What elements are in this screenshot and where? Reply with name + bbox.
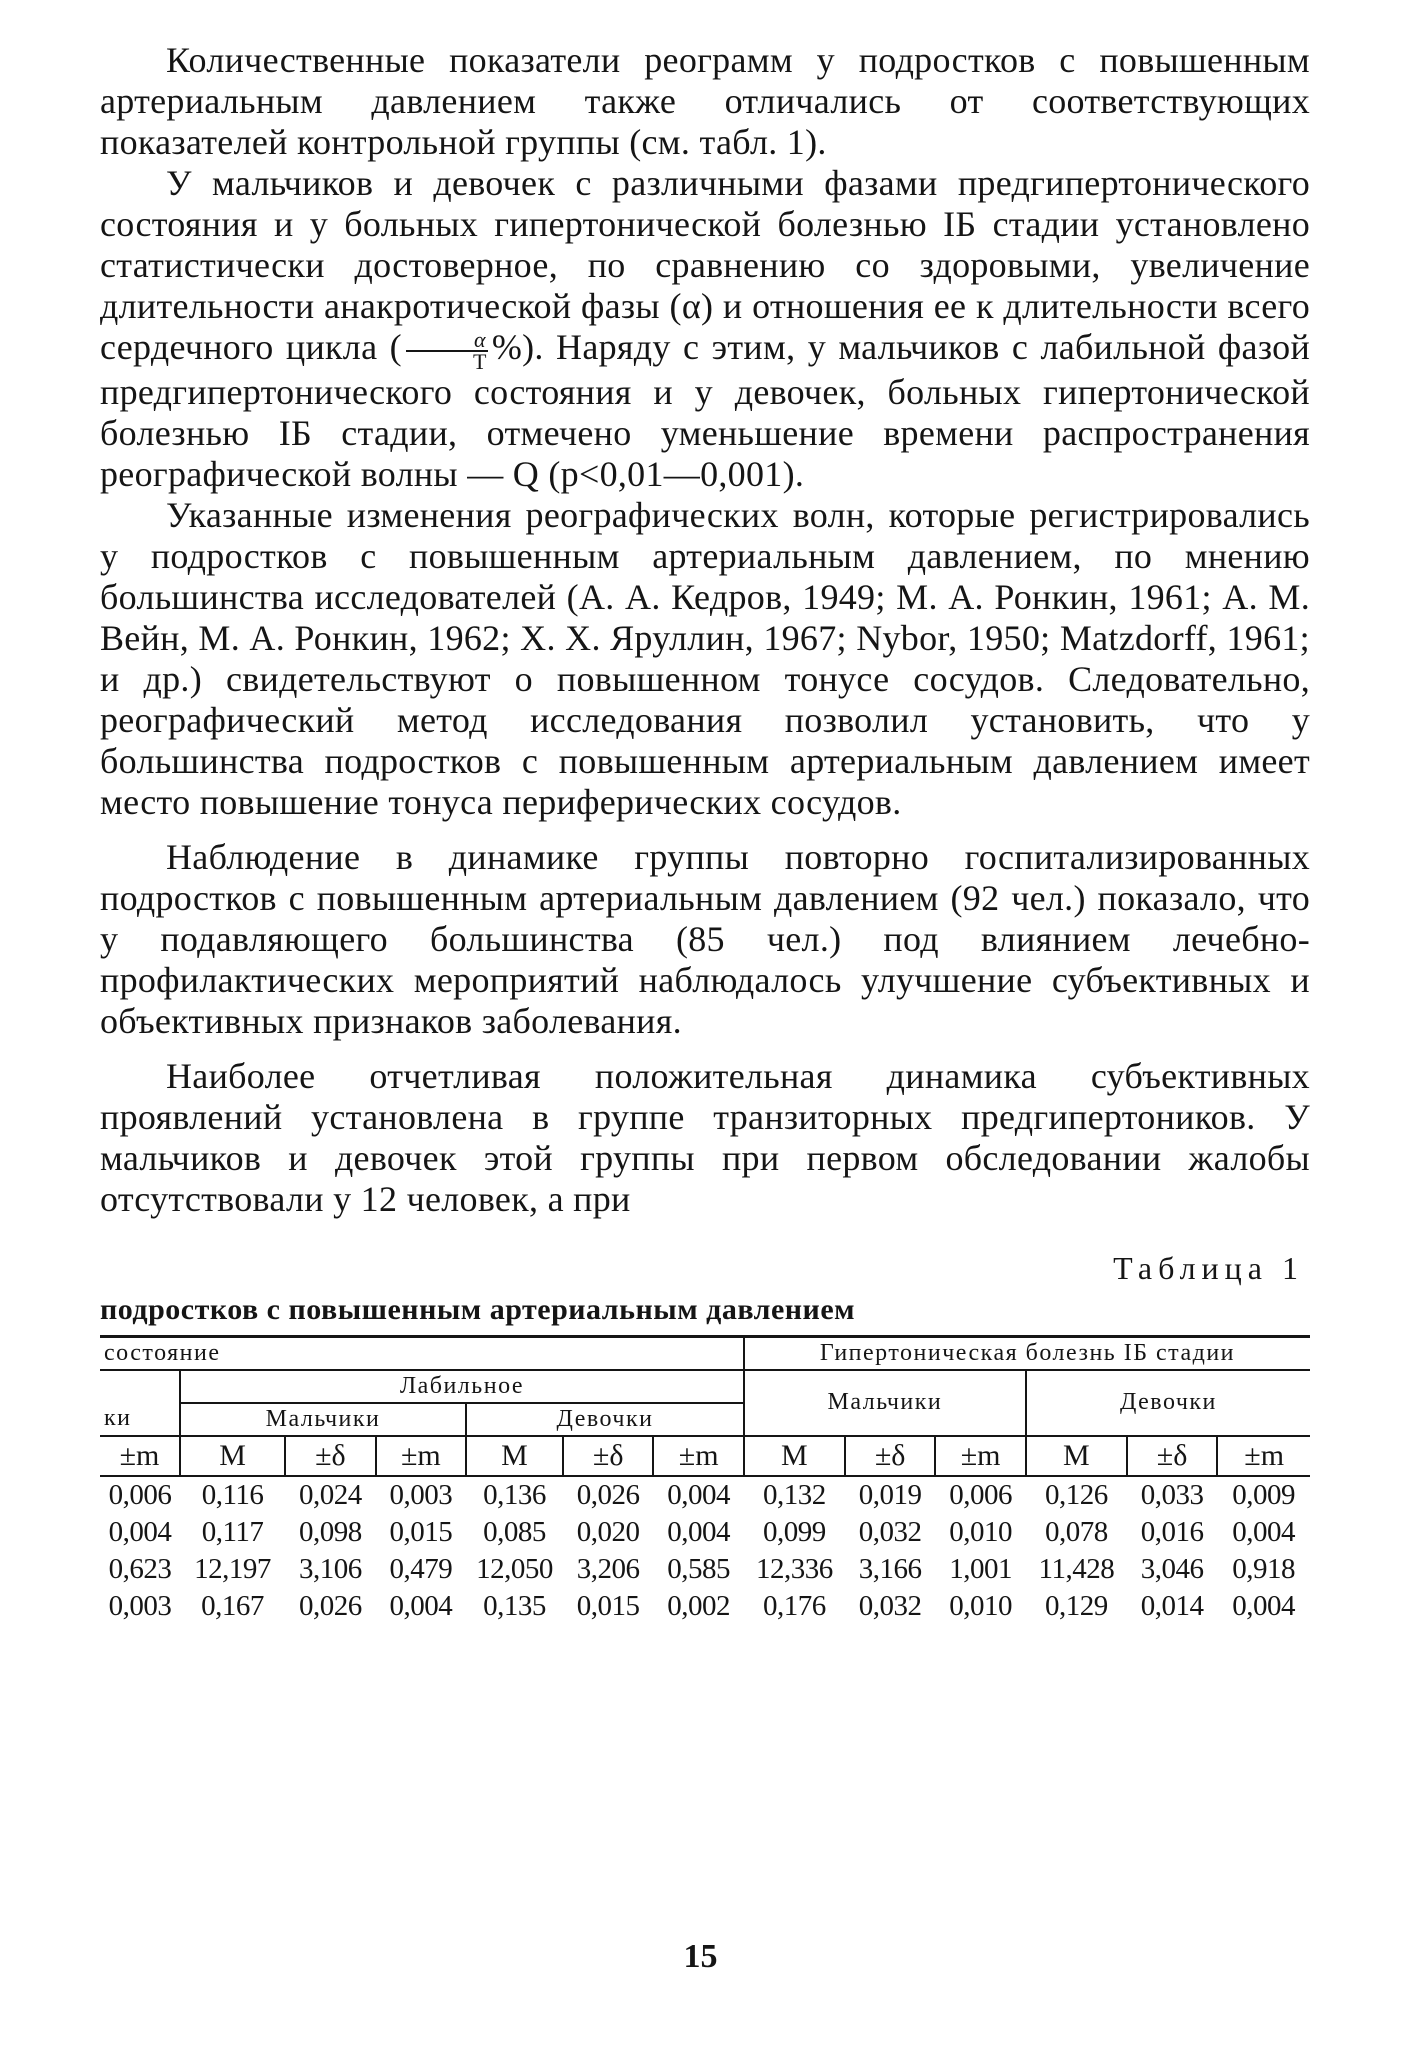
table-cell: 0,010	[949, 1515, 1012, 1548]
table-cell: 0,006	[949, 1478, 1012, 1511]
symbol-cell: ±m	[1217, 1436, 1310, 1476]
table-caption: Таблица 1	[1113, 1249, 1304, 1286]
header-labile: Лабильное	[180, 1370, 744, 1403]
table-cell: 0,132	[763, 1478, 826, 1511]
table-cell: 0,004	[667, 1515, 731, 1548]
table-cell: 0,004	[108, 1515, 172, 1548]
symbol-cell: М	[744, 1436, 845, 1476]
symbol-cell: ±δ	[845, 1436, 935, 1476]
paragraph-5: Наиболее отчетливая положительная динамика субъективных проявлений установлена в группе транзиторных предгипертоников. У мальчиков и девочек этой группы при первом обследовании жалобы отсутствовали у 12 человек, а при	[100, 1055, 1310, 1219]
table-cell: 0,116	[201, 1478, 264, 1511]
table-cell: 0,167	[201, 1589, 264, 1622]
table-cell: 0,135	[483, 1589, 546, 1622]
paragraph-2-end: %). Наряду с этим, у мальчиков с лабильной фазой предгипертонического состояния и у девочек, больных гипертонической болезнью IБ стадии, отмечено уменьшение времени распространения реографической волны — Q (p<0,01—0,001).	[100, 327, 1311, 494]
table-cell: 0,026	[576, 1478, 640, 1511]
symbol-cell: ±δ	[1127, 1436, 1217, 1476]
table-cell: 0,004	[667, 1478, 731, 1511]
symbol-cell: ±m	[119, 1438, 160, 1472]
symbol-cell: М	[466, 1436, 563, 1476]
table-cell: 3,166	[858, 1552, 922, 1585]
table-cell: 0,004	[1232, 1515, 1296, 1548]
table-cell: 0,098	[299, 1515, 362, 1548]
header-labile-girls: Девочки	[466, 1403, 744, 1436]
table-row	[100, 1588, 1310, 1625]
table-cell: 0,136	[483, 1478, 546, 1511]
alpha-over-t-fraction	[406, 326, 488, 374]
paragraph-2-start: У мальчиков и девочек с различными фазами предгипертонического состояния и у больных гипертонической болезнью IБ стадии установлено статистически достоверное, по сравнению со здоровыми, увеличение длительности анакротической фазы (α) и отношения ее к длительности всего сердечного цикла (	[100, 163, 1310, 367]
table-cell: 0,014	[1140, 1589, 1204, 1622]
table-cell: 0,078	[1044, 1515, 1108, 1548]
table-cell: 0,010	[949, 1589, 1012, 1622]
symbol-cell: ±m	[935, 1436, 1025, 1476]
paragraph-1: Количественные показатели реограмм у подростков с повышенным артериальным давлением также отличались от соответствующих показателей контрольной группы (см. табл. 1).	[100, 40, 1310, 162]
table-cell: 1,001	[949, 1552, 1012, 1585]
table-cell: 0,015	[576, 1589, 640, 1622]
symbol-cell: ±m	[376, 1436, 466, 1476]
symbol-cell: М	[180, 1436, 285, 1476]
table-cell: 0,004	[1232, 1589, 1296, 1622]
table-cell: 0,085	[483, 1515, 546, 1548]
table-row	[100, 1476, 1310, 1514]
symbol-cell: ±δ	[563, 1436, 653, 1476]
table-cell: 0,003	[108, 1589, 172, 1622]
table-cell: 12,050	[476, 1552, 553, 1585]
table-header-row-1	[100, 1336, 1310, 1370]
table-cell: 0,016	[1140, 1515, 1204, 1548]
table-cell: 0,623	[108, 1552, 172, 1585]
table-cell: 12,336	[756, 1552, 833, 1585]
table-row	[100, 1551, 1310, 1588]
table-cell: 0,002	[667, 1589, 731, 1622]
table-cell: 12,197	[194, 1552, 271, 1585]
table-cell: 0,176	[763, 1589, 826, 1622]
header-labile-boys: Мальчики	[180, 1403, 466, 1436]
fraction-denominator: T	[473, 348, 487, 374]
table-cell: 0,032	[858, 1589, 922, 1622]
symbol-cell: М	[1026, 1436, 1127, 1476]
fraction-numerator: α	[406, 330, 488, 352]
page-body	[100, 40, 1310, 1625]
table-cell: 0,003	[389, 1478, 453, 1511]
table-title: подростков с повышенным артериальным давлением	[100, 1292, 856, 1326]
table-cell: 0,006	[108, 1478, 172, 1511]
reography-table	[100, 1335, 1310, 1625]
paragraph-4: Наблюдение в динамике группы повторно госпитализированных подростков с повышенным артериальным давлением (92 чел.) показало, что у подавляющего большинства (85 чел.) под влиянием лечебно-профилактических мероприятий наблюдалось улучшение субъективных и объективных признаков заболевания.	[100, 836, 1310, 1041]
table-cell: 11,428	[1038, 1552, 1115, 1585]
table-cell: 0,024	[299, 1478, 362, 1511]
table-cell: 0,032	[858, 1515, 922, 1548]
table-cell: 0,019	[858, 1478, 922, 1511]
table-cell: 0,117	[201, 1515, 264, 1548]
table-cell: 0,918	[1232, 1552, 1296, 1585]
header-hyper-girls: Девочки	[1026, 1370, 1310, 1436]
paragraph-3: Указанные изменения реографических волн, которые регистрировались у подростков с повышенным артериальным давлением, по мнению большинства исследователей (А. А. Кедров, 1949; М. А. Ронкин, 1961; А. М. Вейн, М. А. Ронкин, 1962; Х. Х. Яруллин, 1967; Nybor, 1950; Matzdorff, 1961; и др.) свидетельствуют о повышенном тонусе сосудов. Следовательно, реографический метод исследования позволил установить, что у большинства подростков с повышенным артериальным давлением имеет место повышение тонуса периферических сосудов.	[100, 494, 1310, 822]
table-cell: 3,106	[299, 1552, 362, 1585]
header-ki: ки	[100, 1403, 180, 1436]
table-cell: 3,206	[576, 1552, 640, 1585]
table-cell: 0,009	[1232, 1478, 1296, 1511]
table-header-row-2	[100, 1370, 1310, 1403]
table-cell: 0,026	[299, 1589, 362, 1622]
header-hypertension: Гипертоническая болезнь IБ стадии	[744, 1336, 1310, 1370]
symbol-cell: ±m	[653, 1436, 743, 1476]
table-cell: 0,020	[576, 1515, 640, 1548]
table-cell: 0,126	[1044, 1478, 1108, 1511]
table-symbol-row	[100, 1436, 1310, 1476]
table-cell: 0,129	[1044, 1589, 1108, 1622]
table-row	[100, 1514, 1310, 1551]
paragraph-2	[100, 163, 1310, 495]
table-cell: 3,046	[1140, 1552, 1204, 1585]
table-cell: 0,015	[389, 1515, 453, 1548]
page-number: 15	[683, 1938, 718, 1975]
table-cell: 0,004	[389, 1589, 453, 1622]
header-state: состояние	[100, 1336, 744, 1370]
table-cell: 0,033	[1140, 1478, 1204, 1511]
header-hyper-boys: Мальчики	[744, 1370, 1026, 1436]
table-cell: 0,099	[763, 1515, 826, 1548]
table-cell: 0,585	[667, 1552, 731, 1585]
table-cell: 0,479	[389, 1552, 453, 1585]
symbol-cell: ±δ	[285, 1436, 375, 1476]
